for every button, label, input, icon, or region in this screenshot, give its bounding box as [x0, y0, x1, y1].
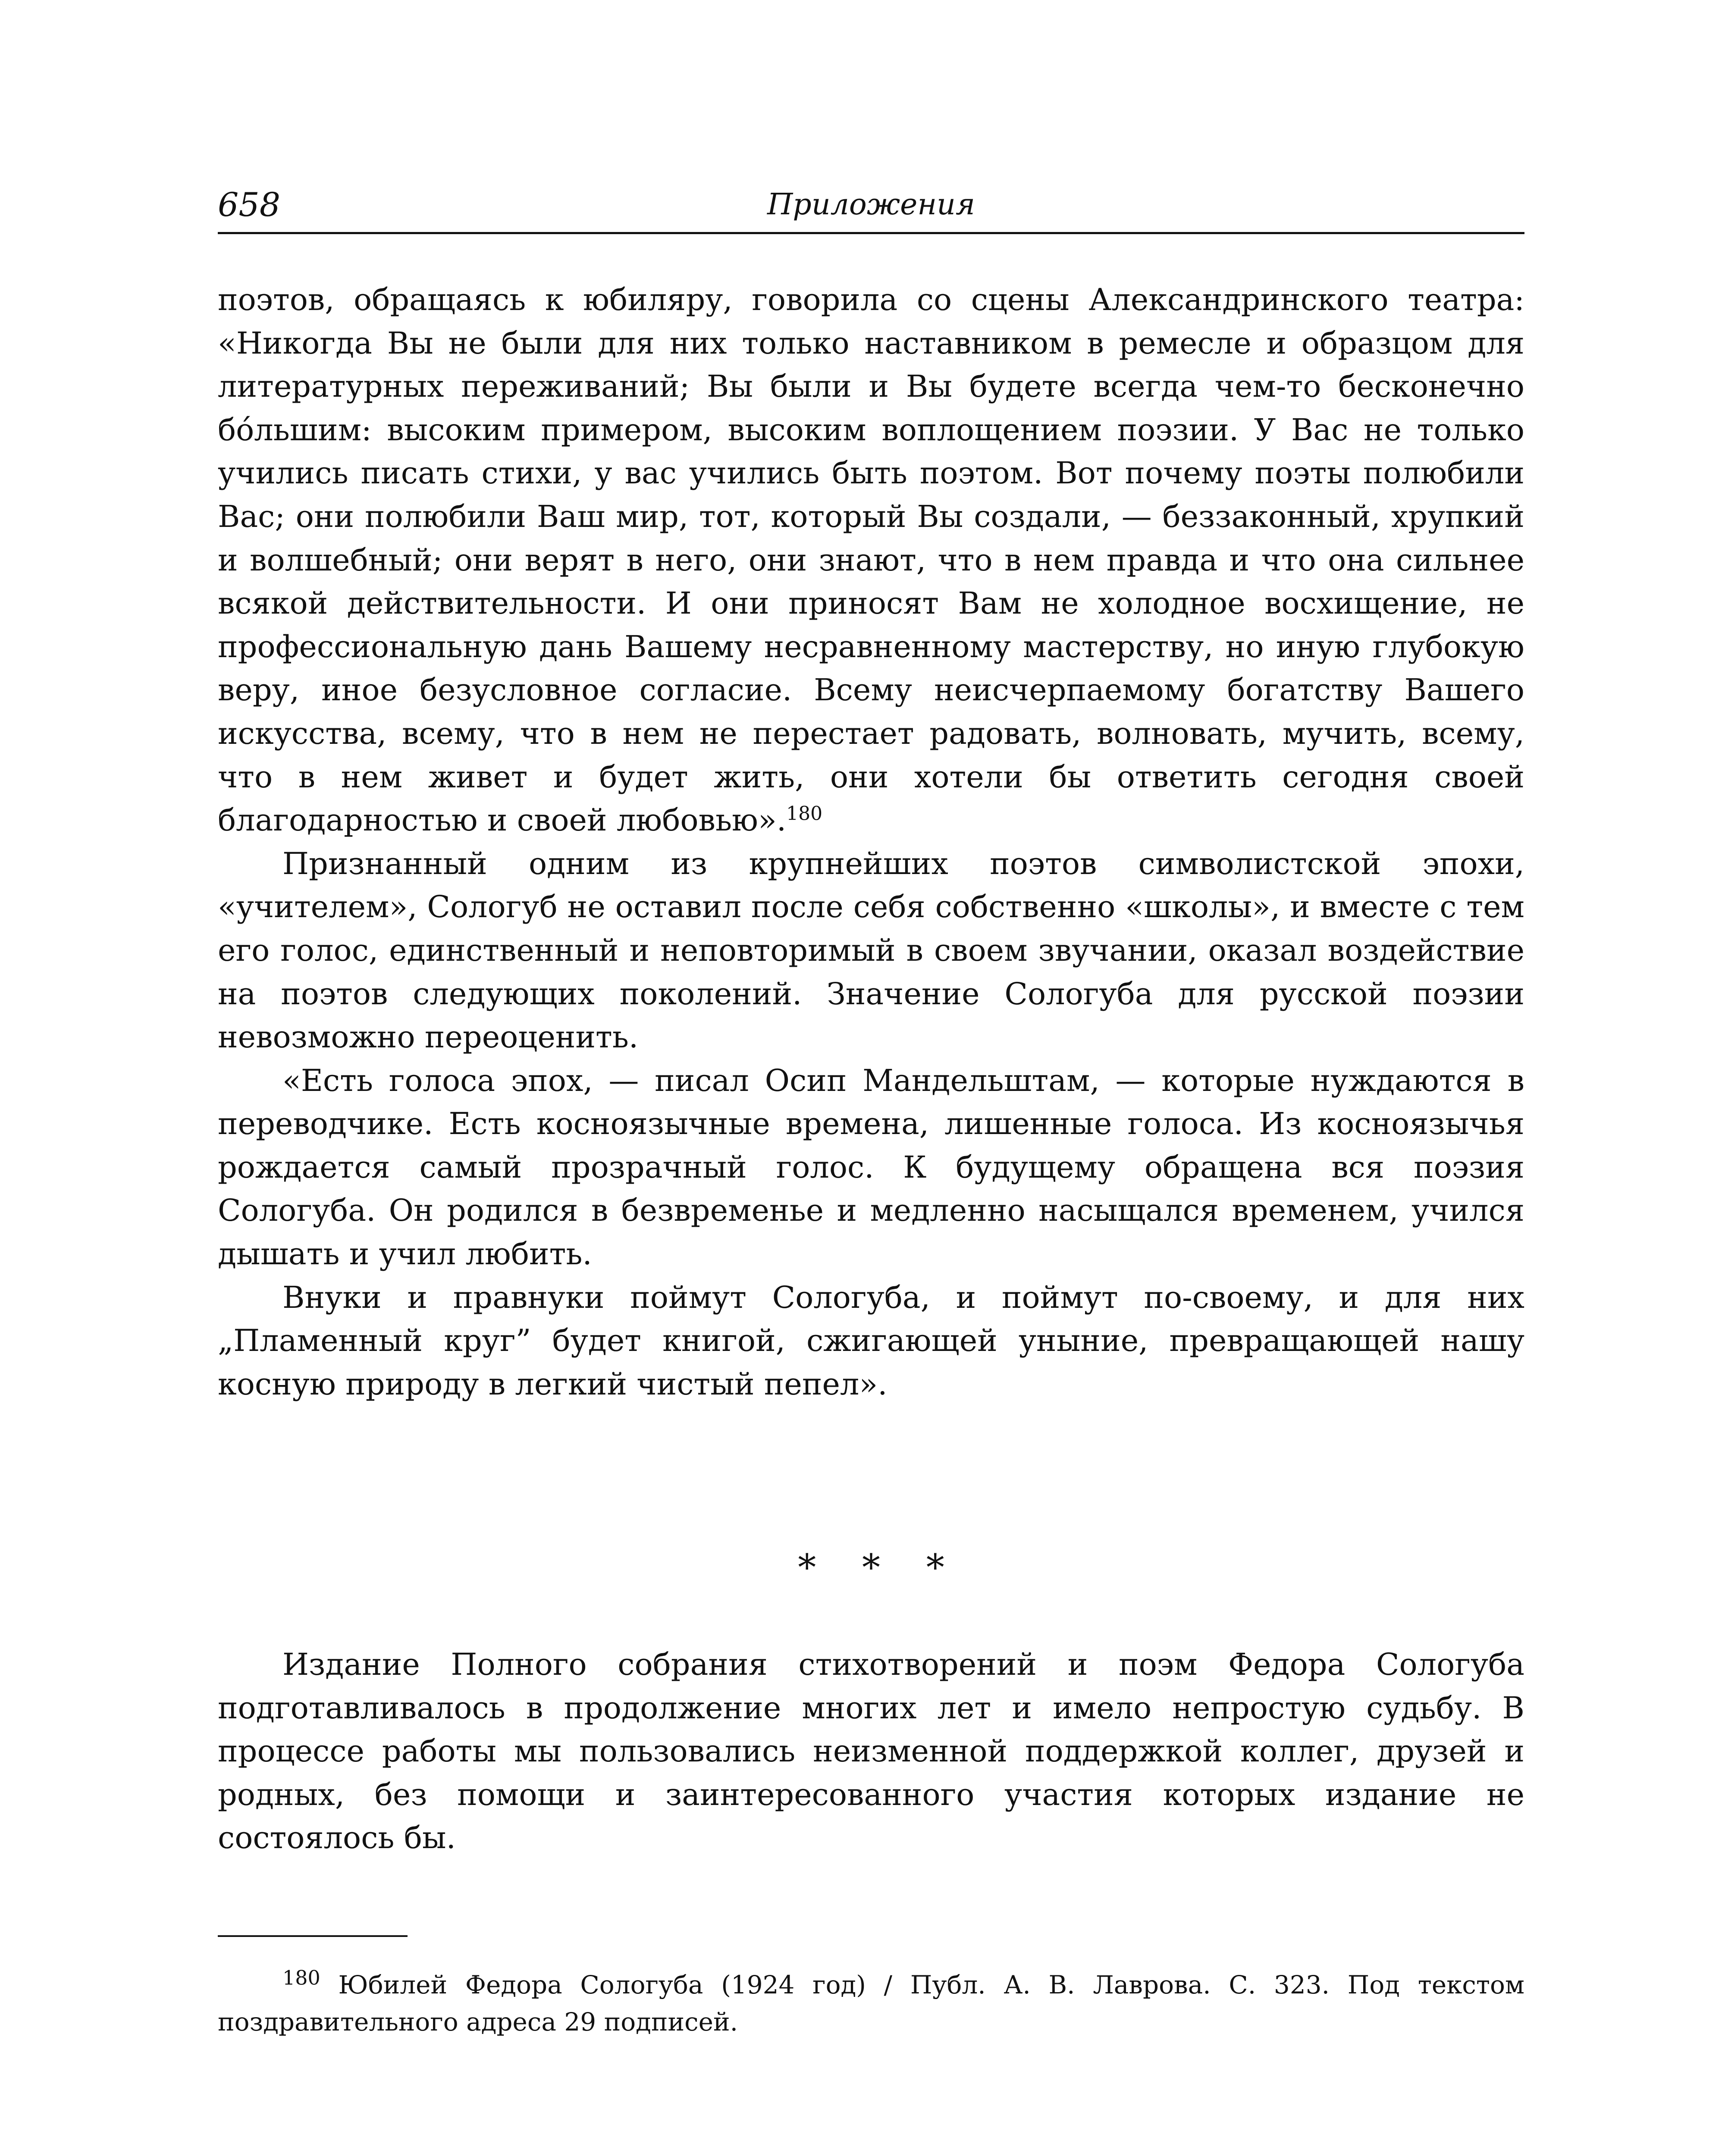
section-divider: * * * [798, 1546, 962, 1589]
running-header [218, 181, 1524, 229]
paragraph: Признанный одним из крупнейших поэтов символистской эпохи, «учителем», Сологуб не оставил после себя собственно «школы», и вместе с тем его голос, единственный и неповторимый в своем звучании, оказал воздействие на поэтов следующих поколений. Значение Сологуба для русской поэзии невозможно переоценить. [218, 846, 1524, 1055]
paragraph-quote-continued [218, 278, 1524, 842]
paragraph: Внуки и правнуки поймут Сологуба, и поймут по-своему, и для них „Пламенный круг” будет книгой, сжигающей уныние, превращающей нашу косную природу в легкий чистый пепел». [218, 1279, 1524, 1402]
main-text [218, 278, 1524, 1406]
footnote-number: 180 [282, 1966, 320, 1990]
paragraph-text: поэтов, обращаясь к юбиляру, говорила со сцены Александринского театра: «Никогда Вы не были для них только наставником в ремесле и образцом для литературных переживаний; Вы были и Вы будете всегда чем-то бесконечно бóльшим: высоким примером, высоким воплощением поэзии. У Вас не только учились писать стихи, у вас учились быть поэтом. Вот почему поэты полюбили Вас; они полюбили Ваш мир, тот, который Вы создали, — беззаконный, хрупкий и волшебный; они верят в него, они знают, что в нем правда и что она сильнее всякой действительности. И они приносят Вам не холодное восхищение, не профессиональную дань Вашему несравненному мастерству, но иную глубокую веру, иное безусловное согласие. Всему неисчерпаемому богатству Вашего искусства, всему, что в нем не перестает радовать, волновать, мучить, всему, что в нем живет и будет жить, они хотели бы ответить сегодня своей благодарностью и своей любовью». [218, 282, 1524, 838]
footnote-rule [218, 1935, 408, 1937]
footnote-reference: 180 [786, 802, 823, 825]
footnote-text: Юбилей Федора Сологуба (1924 год) / Публ. А. В. Лаврова. С. 323. Под текстом поздравительного адреса 29 подписей. [218, 1970, 1525, 2037]
paragraph: «Есть голоса эпох, — писал Осип Мандельштам, — которые нуждаются в переводчике. Есть косноязычные времена, лишенные голоса. Из косноязычья рождается самый прозрачный голос. К будущему обращена вся поэзия Сологуба. Он родился в безвременье и медленно насыщался временем, учился дышать и учил любить. [218, 1062, 1524, 1272]
running-title: Приложения [767, 188, 975, 222]
acknowledgement-section [218, 1643, 1524, 1860]
header-rule [218, 232, 1524, 234]
page-number: 658 [218, 185, 281, 224]
acknowledgement-paragraph: Издание Полного собрания стихотворений и поэм Федора Сологуба подготавливалось в продолжение многих лет и имело непростую судьбу. В процессе работы мы пользовались неизменной поддержкой коллег, друзей и родных, без помощи и заинтересованного участия которых издание не состоялось бы. [218, 1647, 1524, 1856]
footnote [218, 1966, 1524, 2040]
